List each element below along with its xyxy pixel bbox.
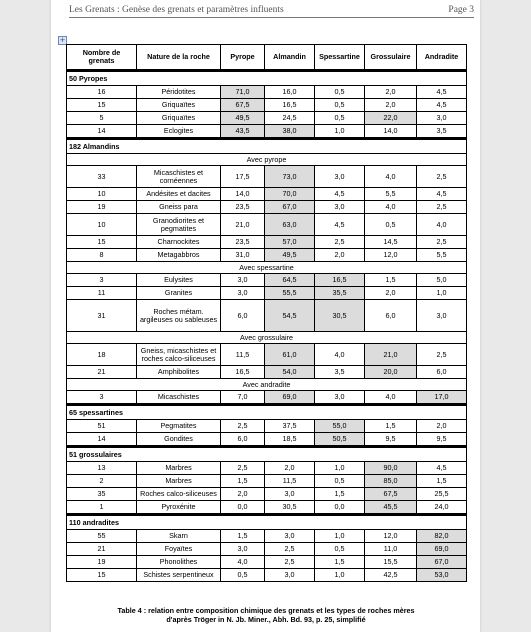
table-cell: 49,5 <box>221 112 265 125</box>
table-row <box>67 462 467 475</box>
table-row <box>67 366 467 379</box>
table-cell: 69,0 <box>265 391 315 405</box>
table-cell: 67,0 <box>265 201 315 214</box>
table-cell: 2,5 <box>417 201 467 214</box>
table-cell: 0,0 <box>221 501 265 515</box>
table-cell: 90,0 <box>365 462 417 475</box>
table-cell: 1,5 <box>221 475 265 488</box>
table-cell: 57,0 <box>265 236 315 249</box>
table-cell: Péridotites <box>137 86 221 99</box>
table-cell: 1,5 <box>365 420 417 433</box>
table-cell: 55,5 <box>265 287 315 300</box>
table-cell: 45,5 <box>365 501 417 515</box>
table-cell: 61,0 <box>265 344 315 366</box>
table-cell: 4,0 <box>365 391 417 405</box>
table-cell: 18 <box>67 344 137 366</box>
table-cell: 2,0 <box>265 462 315 475</box>
table-cell: 63,0 <box>265 214 315 236</box>
table-cell: 17,0 <box>417 391 467 405</box>
group-label: 182 Almandins <box>67 139 467 154</box>
table-cell: 2,5 <box>315 236 365 249</box>
table-cell: 33 <box>67 166 137 188</box>
table-row <box>67 287 467 300</box>
table-row <box>67 530 467 543</box>
group-label: 110 andradites <box>67 515 467 530</box>
table-cell: 1 <box>67 501 137 515</box>
table-cell: 16,5 <box>315 274 365 287</box>
table-cell: Andésites et dacites <box>137 188 221 201</box>
table-cell: 3,0 <box>417 112 467 125</box>
table-cell: 1,5 <box>365 274 417 287</box>
table-cell: 3 <box>67 391 137 405</box>
group-label: 65 spessartines <box>67 405 467 420</box>
table-row <box>67 391 467 405</box>
table-cell: 3,0 <box>221 274 265 287</box>
table-row <box>67 188 467 201</box>
table-move-handle-icon[interactable]: + <box>59 36 66 44</box>
table-cell: 0,0 <box>315 501 365 515</box>
table-cell: 2,0 <box>365 86 417 99</box>
table-cell: 70,0 <box>265 188 315 201</box>
table-cell: 1,5 <box>221 530 265 543</box>
table-cell: Metagabbros <box>137 249 221 262</box>
table-cell: 4,5 <box>315 188 365 201</box>
table-row <box>67 125 467 139</box>
group-header-row <box>67 71 467 86</box>
table-cell: 42,5 <box>365 569 417 582</box>
table-cell: Griquaïtes <box>137 112 221 125</box>
table-cell: 3,5 <box>315 366 365 379</box>
table-cell: Micaschistes et cornéennes <box>137 166 221 188</box>
table-cell: 1,5 <box>315 556 365 569</box>
col-header: Almandin <box>265 45 315 71</box>
table-header-row <box>67 45 467 71</box>
table-cell: 13 <box>67 462 137 475</box>
table-cell: Gneiss para <box>137 201 221 214</box>
table-cell: 16,0 <box>265 86 315 99</box>
page-header <box>69 5 474 18</box>
col-header: Pyrope <box>221 45 265 71</box>
table-cell: 31 <box>67 300 137 332</box>
table-cell: Griquaïtes <box>137 99 221 112</box>
header-title: Les Grenats : Genèse des grenats et paramètres influents <box>69 5 284 15</box>
table-cell: 0,5 <box>315 86 365 99</box>
table-row <box>67 274 467 287</box>
table-cell: 67,5 <box>221 99 265 112</box>
table-cell: Pegmatites <box>137 420 221 433</box>
document-page <box>51 0 480 632</box>
table-cell: 19 <box>67 556 137 569</box>
table-row <box>67 556 467 569</box>
garnet-composition-table <box>66 44 467 582</box>
table-cell: 4,0 <box>315 344 365 366</box>
table-cell: 82,0 <box>417 530 467 543</box>
table-cell: Pyroxénite <box>137 501 221 515</box>
table-cell: 1,5 <box>417 475 467 488</box>
table-cell: Gneiss, micaschistes et roches calco-siliceuses <box>137 344 221 366</box>
table-cell: 23,5 <box>221 201 265 214</box>
table-cell: 16 <box>67 86 137 99</box>
subgroup-row <box>67 379 467 391</box>
table-cell: 1,0 <box>315 569 365 582</box>
table-cell: 0,5 <box>365 214 417 236</box>
table-cell: 30,5 <box>315 300 365 332</box>
table-cell: 85,0 <box>365 475 417 488</box>
table-cell: 6,0 <box>417 366 467 379</box>
table-cell: Eulysites <box>137 274 221 287</box>
table-cell: 22,0 <box>365 112 417 125</box>
table-cell: Granodiorites et pegmatites <box>137 214 221 236</box>
table-cell: 4,5 <box>417 99 467 112</box>
table-row <box>67 420 467 433</box>
table-cell: Marbres <box>137 475 221 488</box>
table-cell: 55,0 <box>315 420 365 433</box>
table-cell: 4,5 <box>417 462 467 475</box>
table-cell: 3,0 <box>315 166 365 188</box>
subgroup-row <box>67 332 467 344</box>
group-header-row <box>67 139 467 154</box>
table-cell: 3,0 <box>417 300 467 332</box>
table-cell: 2,5 <box>221 462 265 475</box>
subgroup-label: Avec pyrope <box>67 154 467 166</box>
table-cell: 9,5 <box>365 433 417 447</box>
table-cell: 3,5 <box>417 125 467 139</box>
table-cell: 1,5 <box>315 488 365 501</box>
group-label: 51 grossulaires <box>67 447 467 462</box>
table-cell: 49,5 <box>265 249 315 262</box>
table-cell: 3,0 <box>221 287 265 300</box>
table-row <box>67 166 467 188</box>
table-row <box>67 433 467 447</box>
col-header: Nombre de grenats <box>67 45 137 71</box>
col-header: Spessartine <box>315 45 365 71</box>
table-cell: 21,0 <box>365 344 417 366</box>
table-cell: 5,5 <box>365 188 417 201</box>
table-cell: Phonolithes <box>137 556 221 569</box>
table-cell: Foyaïtes <box>137 543 221 556</box>
table-cell: 25,5 <box>417 488 467 501</box>
subgroup-row <box>67 262 467 274</box>
table-cell: 0,5 <box>315 112 365 125</box>
table-cell: 21,0 <box>221 214 265 236</box>
table-cell: 31,0 <box>221 249 265 262</box>
table-cell: 17,5 <box>221 166 265 188</box>
table-cell: 21 <box>67 543 137 556</box>
table-cell: 5 <box>67 112 137 125</box>
table-cell: 2,0 <box>315 249 365 262</box>
subgroup-label: Avec spessartine <box>67 262 467 274</box>
table-cell: 37,5 <box>265 420 315 433</box>
table-row <box>67 344 467 366</box>
table-cell: Skarn <box>137 530 221 543</box>
group-header-row <box>67 405 467 420</box>
table-cell: Gondites <box>137 433 221 447</box>
subgroup-label: Avec andradite <box>67 379 467 391</box>
table-cell: 11,0 <box>365 543 417 556</box>
table-cell: 15,5 <box>365 556 417 569</box>
table-cell: 73,0 <box>265 166 315 188</box>
table-cell: Marbres <box>137 462 221 475</box>
table-cell: 2,0 <box>365 287 417 300</box>
subgroup-row <box>67 154 467 166</box>
table-cell: 2 <box>67 475 137 488</box>
table-cell: 3,0 <box>315 391 365 405</box>
table-cell: 0,5 <box>315 475 365 488</box>
table-cell: 69,0 <box>417 543 467 556</box>
table-row <box>67 501 467 515</box>
table-cell: 10 <box>67 188 137 201</box>
table-cell: 3,0 <box>265 569 315 582</box>
table-cell: 38,0 <box>265 125 315 139</box>
table-cell: 14,0 <box>365 125 417 139</box>
table-cell: 6,0 <box>365 300 417 332</box>
table-cell: 1,0 <box>417 287 467 300</box>
table-cell: 20,0 <box>365 366 417 379</box>
table-cell: 50,5 <box>315 433 365 447</box>
table-cell: 2,0 <box>417 420 467 433</box>
table-row <box>67 569 467 582</box>
group-header-row <box>67 447 467 462</box>
table-cell: 71,0 <box>221 86 265 99</box>
subgroup-label: Avec grossulaire <box>67 332 467 344</box>
table-cell: 6,0 <box>221 300 265 332</box>
table-cell: 11 <box>67 287 137 300</box>
col-header: Grossulaire <box>365 45 417 71</box>
table-row <box>67 112 467 125</box>
table-cell: 10 <box>67 214 137 236</box>
table-cell: 3,0 <box>265 488 315 501</box>
table-cell: Charnockites <box>137 236 221 249</box>
table-cell: 14,0 <box>221 188 265 201</box>
table-cell: 2,5 <box>265 556 315 569</box>
header-page-number: Page 3 <box>448 5 474 15</box>
table-cell: 15 <box>67 236 137 249</box>
table-cell: 2,5 <box>265 543 315 556</box>
table-cell: 4,0 <box>365 201 417 214</box>
table-cell: 24,0 <box>417 501 467 515</box>
table-row <box>67 475 467 488</box>
table-cell: 4,0 <box>365 166 417 188</box>
table-cell: 54,5 <box>265 300 315 332</box>
table-cell: 4,5 <box>417 86 467 99</box>
table-cell: Amphibolites <box>137 366 221 379</box>
table-cell: 43,5 <box>221 125 265 139</box>
col-header: Nature de la roche <box>137 45 221 71</box>
table-body <box>67 71 467 582</box>
table-cell: 16,5 <box>221 366 265 379</box>
table-row <box>67 236 467 249</box>
table-cell: Schistes serpentineux <box>137 569 221 582</box>
table-row <box>67 249 467 262</box>
table-cell: 23,5 <box>221 236 265 249</box>
table-cell: 11,5 <box>221 344 265 366</box>
table-cell: 6,0 <box>221 433 265 447</box>
table-cell: 11,5 <box>265 475 315 488</box>
table-cell: 35 <box>67 488 137 501</box>
table-cell: 14,5 <box>365 236 417 249</box>
table-cell: 1,0 <box>315 462 365 475</box>
table-cell: 2,0 <box>221 488 265 501</box>
group-label: 50 Pyropes <box>67 71 467 86</box>
table-cell: 12,0 <box>365 530 417 543</box>
col-header: Andradite <box>417 45 467 71</box>
table-cell: 64,5 <box>265 274 315 287</box>
table-cell: 3 <box>67 274 137 287</box>
table-cell: Micaschistes <box>137 391 221 405</box>
table-cell: 1,0 <box>315 530 365 543</box>
table-row <box>67 488 467 501</box>
table-cell: 1,0 <box>315 125 365 139</box>
table-cell: 2,5 <box>417 344 467 366</box>
table-row <box>67 201 467 214</box>
table-cell: 15 <box>67 99 137 112</box>
table-cell: 24,5 <box>265 112 315 125</box>
table-cell: 7,0 <box>221 391 265 405</box>
table-cell: 15 <box>67 569 137 582</box>
table-cell: 0,5 <box>315 99 365 112</box>
table-cell: 54,0 <box>265 366 315 379</box>
table-cell: 8 <box>67 249 137 262</box>
table-row <box>67 214 467 236</box>
table-cell: 5,5 <box>417 249 467 262</box>
table-cell: 2,5 <box>221 420 265 433</box>
table-cell: 3,0 <box>315 201 365 214</box>
table-cell: 67,0 <box>417 556 467 569</box>
table-cell: 3,0 <box>265 530 315 543</box>
table-cell: 35,5 <box>315 287 365 300</box>
table-cell: Roches métam. argileuses ou sableuses <box>137 300 221 332</box>
table-cell: Roches calco-siliceuses <box>137 488 221 501</box>
table-cell: 5,0 <box>417 274 467 287</box>
table-cell: 30,5 <box>265 501 315 515</box>
table-cell: 12,0 <box>365 249 417 262</box>
table-row <box>67 300 467 332</box>
table-cell: Granites <box>137 287 221 300</box>
table-row <box>67 99 467 112</box>
table-cell: 55 <box>67 530 137 543</box>
table-cell: 4,0 <box>221 556 265 569</box>
caption-line-2: d'après Tröger in N. Jb. Miner., Abh. Bd. 93, p. 25, simplifié <box>166 615 366 624</box>
table-cell: 4,5 <box>417 188 467 201</box>
table-cell: 0,5 <box>315 543 365 556</box>
table-cell: 53,0 <box>417 569 467 582</box>
table-cell: 2,5 <box>417 166 467 188</box>
table-cell: 9,5 <box>417 433 467 447</box>
table-row <box>67 86 467 99</box>
table-cell: 2,0 <box>365 99 417 112</box>
table-cell: 2,5 <box>417 236 467 249</box>
table-cell: 14 <box>67 433 137 447</box>
table-cell: 19 <box>67 201 137 214</box>
table-cell: 21 <box>67 366 137 379</box>
table-row <box>67 543 467 556</box>
table-cell: 3,0 <box>221 543 265 556</box>
table-cell: 67,5 <box>365 488 417 501</box>
table-cell: 51 <box>67 420 137 433</box>
caption-line-1: Table 4 : relation entre composition chimique des grenats et les types de roches mères <box>117 606 415 615</box>
table-cell: 14 <box>67 125 137 139</box>
table-cell: 0,5 <box>221 569 265 582</box>
table-cell: Eclogites <box>137 125 221 139</box>
table-caption <box>66 606 466 624</box>
group-header-row <box>67 515 467 530</box>
table-cell: 4,0 <box>417 214 467 236</box>
table-cell: 18,5 <box>265 433 315 447</box>
table-cell: 16,5 <box>265 99 315 112</box>
table-cell: 4,5 <box>315 214 365 236</box>
